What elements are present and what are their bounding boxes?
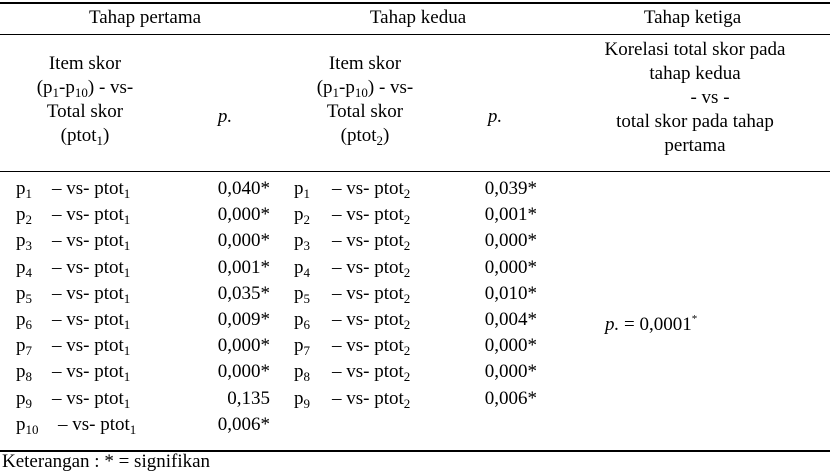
stage3-line3: - vs - — [690, 87, 730, 108]
stage1-item-label: $p_{10}$ — [16, 413, 39, 437]
stage2-row — [0, 202, 830, 228]
stage2-row — [0, 386, 830, 412]
stage2-p-value: 0,001* — [484, 204, 537, 226]
stage2-vs-total: – vs- ptot$_2$ — [332, 361, 411, 385]
stage2-item-label: $p_4$ — [294, 256, 310, 280]
stage3-line1: Korelasi total skor pada — [604, 39, 786, 60]
stage1-item-label: $p_2$ — [16, 204, 32, 228]
stage1-p-value: 0,135 — [227, 387, 270, 409]
stage1-vs-total: – vs- ptot$_1$ — [52, 204, 131, 228]
stage2-row — [0, 176, 830, 202]
stage3-result — [605, 312, 697, 338]
stage2-p-value: 0,010* — [484, 282, 537, 304]
header-stage3: Tahap ketiga — [643, 7, 742, 28]
stage2-row — [0, 255, 830, 281]
stage1-item-label: $p_5$ — [16, 282, 32, 306]
stage1-vs-total: – vs- ptot$_1$ — [52, 230, 131, 254]
stage2-item-label: $p_9$ — [294, 387, 310, 411]
stage1-vs-total: – vs- ptot$_1$ — [58, 413, 137, 437]
stage3-line2: tahap kedua — [649, 63, 741, 84]
header-stage2: Tahap kedua — [369, 7, 467, 28]
stage1-vs-total: – vs- ptot$_1$ — [52, 361, 131, 385]
subheader-rule — [0, 171, 830, 172]
header-rule — [0, 34, 830, 35]
stage1-item-label: $p_6$ — [16, 309, 32, 332]
stage1-vs-total: – vs- ptot$_1$ — [52, 256, 131, 280]
stage2-item-line3: Total skor — [326, 101, 404, 122]
stage1-row — [0, 412, 830, 438]
stage2-row — [0, 307, 830, 333]
stage1-item-label: $p_1$ — [16, 178, 32, 201]
stage1-item-line3: Total skor — [46, 101, 124, 122]
stage2-p-value: 0,000* — [484, 230, 537, 252]
stage3-line5: pertama — [664, 135, 726, 156]
stage2-row — [0, 281, 830, 307]
stage2-p-value: 0,000* — [484, 256, 537, 278]
stage2-item-label: $p_3$ — [294, 230, 310, 254]
stage1-item-label: $p_8$ — [16, 361, 32, 385]
stage1-vs-total: – vs- ptot$_1$ — [52, 335, 131, 359]
stage2-item-label: $p_2$ — [294, 204, 310, 228]
stage1-item-header — [0, 52, 170, 148]
stage2-p-value: 0,000* — [484, 361, 537, 383]
stage3-result-star: * — [691, 313, 698, 325]
stage2-vs-total: – vs- ptot$_2$ — [332, 309, 411, 332]
header-stage1: Tahap pertama — [88, 7, 202, 28]
footnote: Keterangan : * = signifikan — [2, 451, 211, 472]
stage2-item-line2: $(p_1-p_{10}) - vs-$ — [316, 77, 414, 100]
stage2-row — [0, 359, 830, 385]
stage1-item-label: $p_9$ — [16, 387, 32, 411]
stage3-line4: total skor pada tahap — [616, 111, 774, 132]
stage2-row — [0, 333, 830, 359]
stage2-item-header — [280, 52, 450, 148]
stage1-p-value: 0,009* — [217, 309, 270, 330]
stage1-item-line4: (ptot$_1$) — [60, 125, 110, 148]
stage2-vs-total: – vs- ptot$_2$ — [332, 282, 411, 306]
stage1-p-value: 0,000* — [217, 204, 270, 226]
stage2-p-value: 0,039* — [484, 178, 537, 199]
stage2-vs-total: – vs- ptot$_2$ — [332, 335, 411, 359]
table-top-rule — [0, 2, 830, 4]
stage1-vs-total: – vs- ptot$_1$ — [52, 282, 131, 306]
stage1-p-value: 0,035* — [217, 282, 270, 304]
stage2-p-value: 0,006* — [484, 387, 537, 409]
stage1-item-label: $p_3$ — [16, 230, 32, 254]
stage2-p-value: 0,000* — [484, 335, 537, 357]
stage2-p-header: p. — [487, 106, 503, 127]
stage1-item-line2: $(p_1-p_{10}) - vs-$ — [36, 77, 134, 100]
stage1-p-value: 0,000* — [217, 361, 270, 383]
stage2-item-line1: Item skor — [328, 53, 402, 74]
stage1-vs-total: – vs- ptot$_1$ — [52, 178, 131, 201]
stage2-item-label: $p_8$ — [294, 361, 310, 385]
stage2-vs-total: – vs- ptot$_2$ — [332, 204, 411, 228]
stage2-vs-total: – vs- ptot$_2$ — [332, 178, 411, 201]
stage1-p-value: 0,001* — [217, 256, 270, 278]
stage2-vs-total: – vs- ptot$_2$ — [332, 230, 411, 254]
stage3-result-eq: = 0,0001 — [619, 314, 692, 335]
stage1-p-value: 0,000* — [217, 335, 270, 357]
stage3-result-label: p. — [605, 314, 620, 335]
stage1-p-header: p. — [217, 106, 233, 127]
stage2-row — [0, 228, 830, 254]
stage1-p-value: 0,000* — [217, 230, 270, 252]
stage1-p-value: 0,006* — [217, 413, 270, 435]
stage2-item-line4: (ptot$_2$) — [340, 125, 390, 148]
stage2-p-value: 0,004* — [484, 309, 537, 330]
stage2-item-label: $p_7$ — [294, 335, 310, 359]
stage1-vs-total: – vs- ptot$_1$ — [52, 309, 131, 332]
stage2-vs-total: – vs- ptot$_2$ — [332, 256, 411, 280]
stage1-item-label: $p_4$ — [16, 256, 32, 280]
stage2-item-label: $p_5$ — [294, 282, 310, 306]
stage1-item-label: $p_7$ — [16, 335, 32, 359]
stage1-p-value: 0,040* — [217, 178, 270, 199]
stage2-item-label: $p_6$ — [294, 309, 310, 332]
stage1-item-line1: Item skor — [48, 53, 122, 74]
stage2-vs-total: – vs- ptot$_2$ — [332, 387, 411, 411]
stage1-vs-total: – vs- ptot$_1$ — [52, 387, 131, 411]
stage3-header — [560, 38, 830, 158]
stage2-item-label: $p_1$ — [294, 178, 310, 201]
